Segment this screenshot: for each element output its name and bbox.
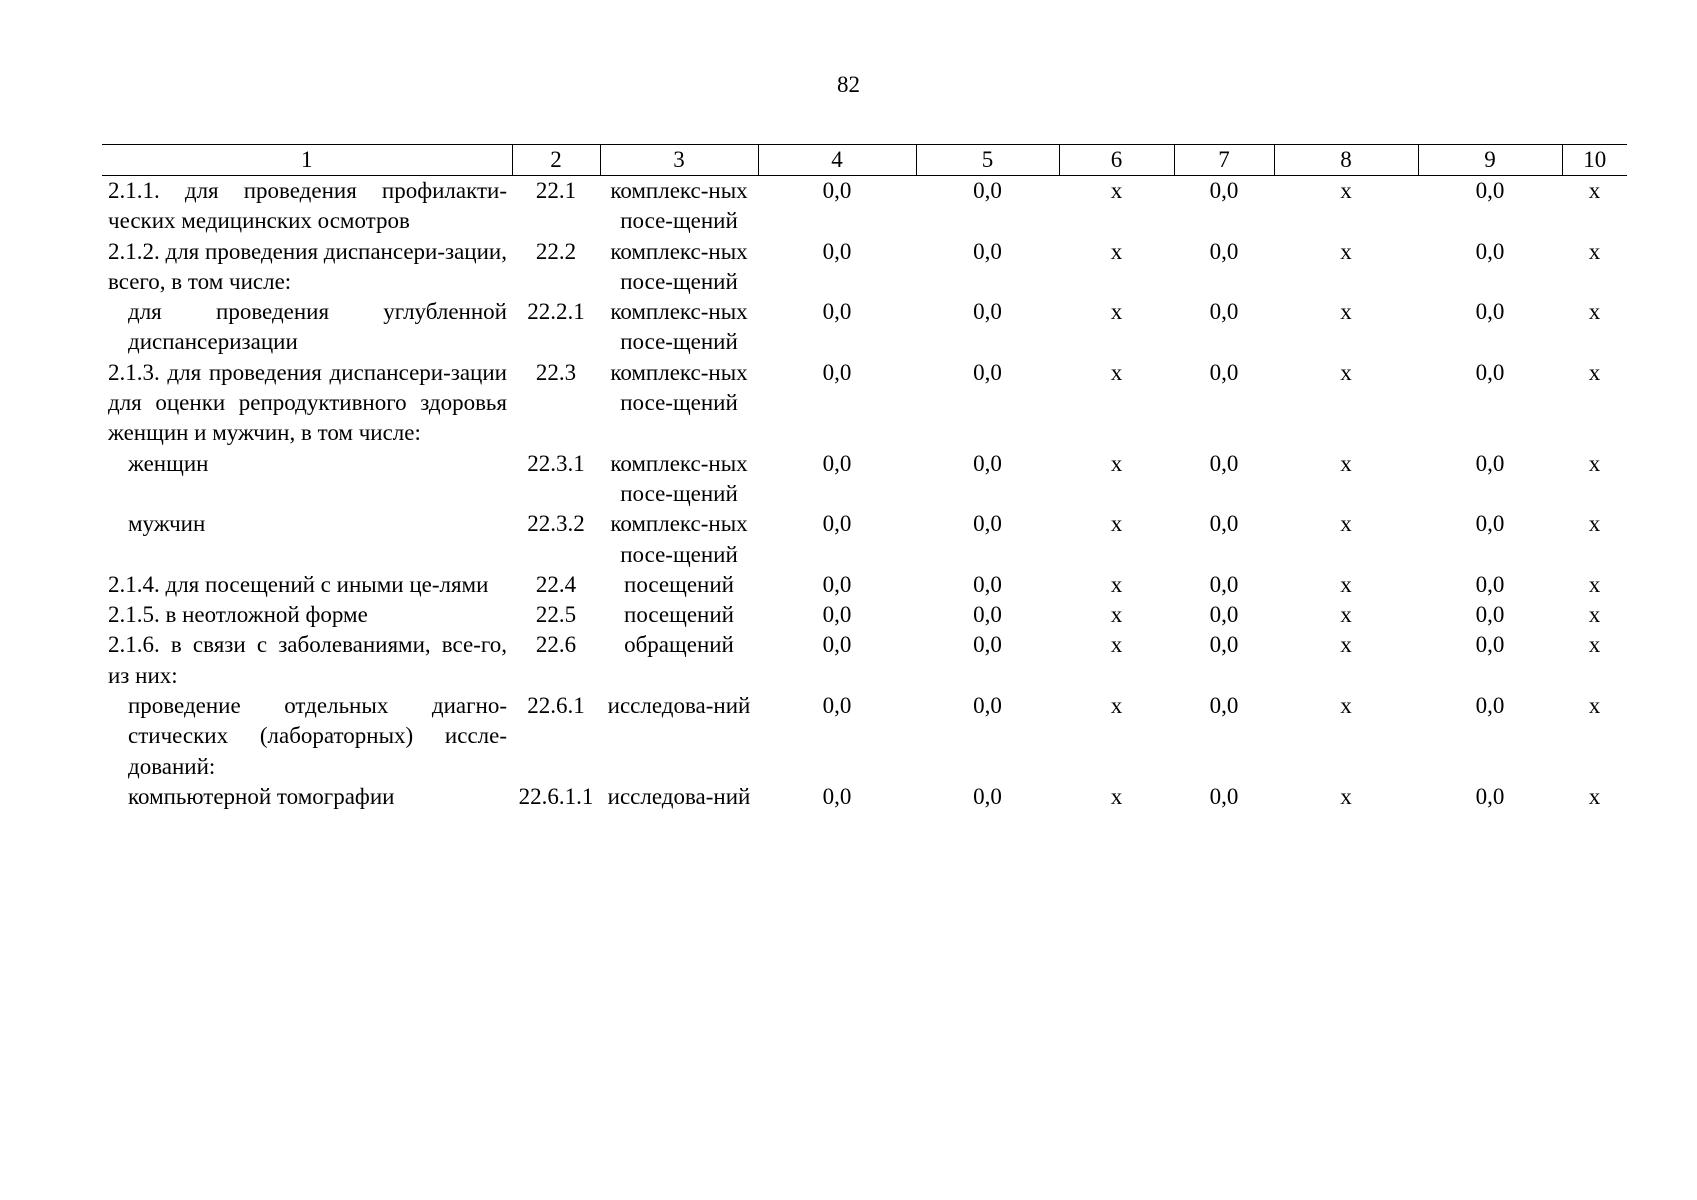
value-cell-col4: 0,0 — [822, 450, 852, 476]
row-code-cell: 22.3.1 — [527, 450, 585, 476]
value-cell-col4: 0,0 — [822, 359, 852, 385]
indicator-name-cell: мужчин — [128, 511, 206, 537]
table-row — [102, 782, 1627, 812]
value-cell-col4: 0,0 — [822, 632, 852, 658]
value-cell-col8: х — [1340, 571, 1352, 597]
value-cell-col4: 0,0 — [822, 571, 852, 597]
value-cell-col7: 0,0 — [1209, 783, 1239, 809]
header-row — [102, 145, 1627, 176]
column-header: 1 — [102, 145, 512, 176]
indicator-name-cell: 2.1.2. для проведения диспансери-зации, всего, в том числе: — [108, 238, 507, 294]
table-row — [102, 297, 1627, 358]
row-code-cell: 22.2 — [535, 238, 577, 264]
value-cell-col9: 0,0 — [1475, 238, 1505, 264]
table-row — [102, 691, 1627, 782]
unit-cell: комплекс-ных посе-щений — [610, 450, 748, 506]
column-header: 5 — [916, 145, 1059, 176]
value-cell-col6: х — [1110, 238, 1123, 264]
data-table — [102, 144, 1627, 812]
table-row — [102, 176, 1627, 237]
value-cell-col5: 0,0 — [973, 299, 1002, 325]
value-cell-col7: 0,0 — [1209, 511, 1239, 537]
table-row — [102, 509, 1627, 570]
value-cell-col8: х — [1340, 450, 1352, 476]
row-code-cell: 22.2.1 — [527, 299, 585, 325]
table-row — [102, 449, 1627, 510]
row-code-cell: 22.1 — [535, 178, 577, 203]
unit-cell: исследова-ний — [607, 693, 751, 719]
value-cell-col7: 0,0 — [1209, 602, 1239, 628]
row-code-cell: 22.6.1 — [527, 693, 585, 719]
value-cell-col7: 0,0 — [1209, 450, 1239, 476]
value-cell-col10: х — [1588, 359, 1601, 385]
indicator-name-cell: 2.1.4. для посещений с иными це-лями — [108, 571, 489, 597]
value-cell-col7: 0,0 — [1209, 359, 1239, 385]
value-cell-col6: х — [1110, 693, 1123, 719]
value-cell-col4: 0,0 — [822, 783, 852, 809]
value-cell-col9: 0,0 — [1475, 359, 1505, 385]
value-cell-col8: х — [1340, 238, 1352, 264]
table-body — [102, 176, 1627, 813]
column-header: 4 — [758, 145, 916, 176]
value-cell-col5: 0,0 — [973, 783, 1002, 809]
table-row — [102, 358, 1627, 449]
value-cell-col5: 0,0 — [973, 450, 1002, 476]
value-cell-col9: 0,0 — [1475, 632, 1505, 658]
value-cell-col7: 0,0 — [1209, 693, 1239, 719]
value-cell-col9: 0,0 — [1475, 178, 1505, 203]
value-cell-col7: 0,0 — [1209, 571, 1239, 597]
column-header: 6 — [1059, 145, 1174, 176]
value-cell-col6: х — [1110, 783, 1123, 809]
value-cell-col5: 0,0 — [973, 602, 1002, 628]
value-cell-col7: 0,0 — [1209, 299, 1239, 325]
value-cell-col10: х — [1588, 783, 1601, 809]
table-row — [102, 237, 1627, 298]
row-code-cell: 22.6.1.1 — [518, 783, 594, 809]
value-cell-col7: 0,0 — [1209, 632, 1239, 658]
value-cell-col8: х — [1340, 693, 1352, 719]
value-cell-col9: 0,0 — [1475, 511, 1505, 537]
value-cell-col7: 0,0 — [1209, 178, 1239, 203]
indicator-name-cell: для проведения углубленной диспансеризации — [128, 299, 507, 355]
value-cell-col4: 0,0 — [822, 693, 852, 719]
value-cell-col8: х — [1340, 783, 1352, 809]
value-cell-col4: 0,0 — [822, 299, 852, 325]
row-code-cell: 22.4 — [535, 571, 577, 597]
value-cell-col8: х — [1340, 178, 1352, 203]
value-cell-col6: х — [1110, 511, 1123, 537]
value-cell-col4: 0,0 — [822, 238, 852, 264]
value-cell-col6: х — [1110, 602, 1123, 628]
value-cell-col8: х — [1340, 632, 1352, 658]
row-code-cell: 22.3.2 — [527, 511, 585, 537]
unit-cell: комплекс-ных посе-щений — [610, 238, 748, 294]
value-cell-col10: х — [1588, 693, 1601, 719]
value-cell-col5: 0,0 — [973, 571, 1002, 597]
unit-cell: посещений — [624, 571, 734, 597]
row-code-cell: 22.5 — [535, 602, 577, 628]
value-cell-col9: 0,0 — [1475, 783, 1505, 809]
value-cell-col5: 0,0 — [973, 178, 1002, 203]
value-cell-col8: х — [1340, 299, 1352, 325]
value-cell-col9: 0,0 — [1475, 450, 1505, 476]
row-code-cell: 22.3 — [535, 359, 577, 385]
unit-cell: обращений — [624, 632, 734, 658]
value-cell-col4: 0,0 — [822, 602, 852, 628]
indicator-name-cell: 2.1.3. для проведения диспансери-зации для оценки репродуктивного здоровья женщин и мужчин, в том числе: — [108, 359, 507, 446]
value-cell-col10: х — [1588, 299, 1601, 325]
indicator-name-cell: 2.1.5. в неотложной форме — [108, 602, 368, 628]
column-header: 2 — [512, 145, 600, 176]
value-cell-col9: 0,0 — [1475, 693, 1505, 719]
value-cell-col7: 0,0 — [1209, 238, 1239, 264]
page-number: 82 — [837, 72, 860, 97]
value-cell-col5: 0,0 — [973, 511, 1002, 537]
unit-cell: комплекс-ных посе-щений — [610, 299, 748, 355]
value-cell-col6: х — [1110, 299, 1123, 325]
value-cell-col10: х — [1588, 450, 1601, 476]
value-cell-col8: х — [1340, 511, 1352, 537]
indicator-name-cell: 2.1.1. для проведения профилакти-ческих медицинских осмотров — [108, 178, 507, 234]
column-header: 7 — [1174, 145, 1274, 176]
value-cell-col5: 0,0 — [973, 632, 1002, 658]
table-row — [102, 600, 1627, 630]
value-cell-col10: х — [1588, 602, 1601, 628]
value-cell-col9: 0,0 — [1475, 602, 1505, 628]
unit-cell: комплекс-ных посе-щений — [610, 178, 748, 234]
value-cell-col6: х — [1110, 632, 1123, 658]
value-cell-col6: х — [1110, 450, 1123, 476]
column-header: 9 — [1418, 145, 1562, 176]
value-cell-col8: х — [1340, 602, 1352, 628]
column-header: 8 — [1274, 145, 1418, 176]
value-cell-col10: х — [1588, 571, 1601, 597]
value-cell-col10: х — [1588, 632, 1601, 658]
column-header: 3 — [600, 145, 758, 176]
unit-cell: посещений — [624, 602, 734, 628]
table-row — [102, 570, 1627, 600]
indicator-name-cell: проведение отдельных диагно-стических (лабораторных) иссле-дований: — [128, 693, 507, 779]
value-cell-col6: х — [1110, 571, 1123, 597]
value-cell-col6: х — [1110, 359, 1123, 385]
value-cell-col9: 0,0 — [1475, 299, 1505, 325]
value-cell-col5: 0,0 — [973, 238, 1002, 264]
value-cell-col5: 0,0 — [973, 359, 1002, 385]
row-code-cell: 22.6 — [535, 632, 577, 658]
unit-cell: комплекс-ных посе-щений — [610, 511, 748, 567]
value-cell-col4: 0,0 — [822, 511, 852, 537]
indicator-name-cell: компьютерной томографии — [128, 783, 395, 809]
indicator-name-cell: 2.1.6. в связи с заболеваниями, все-го, из них: — [108, 632, 507, 688]
unit-cell: исследова-ний — [607, 783, 751, 809]
value-cell-col4: 0,0 — [822, 178, 852, 203]
value-cell-col10: х — [1588, 238, 1601, 264]
value-cell-col5: 0,0 — [973, 693, 1002, 719]
value-cell-col9: 0,0 — [1475, 571, 1505, 597]
column-header: 10 — [1562, 145, 1627, 176]
value-cell-col10: х — [1588, 511, 1601, 537]
value-cell-col6: х — [1110, 178, 1123, 203]
value-cell-col8: х — [1340, 359, 1352, 385]
indicator-name-cell: женщин — [128, 450, 209, 476]
value-cell-col10: х — [1588, 178, 1601, 203]
table-row — [102, 630, 1627, 691]
unit-cell: комплекс-ных посе-щений — [610, 359, 748, 416]
